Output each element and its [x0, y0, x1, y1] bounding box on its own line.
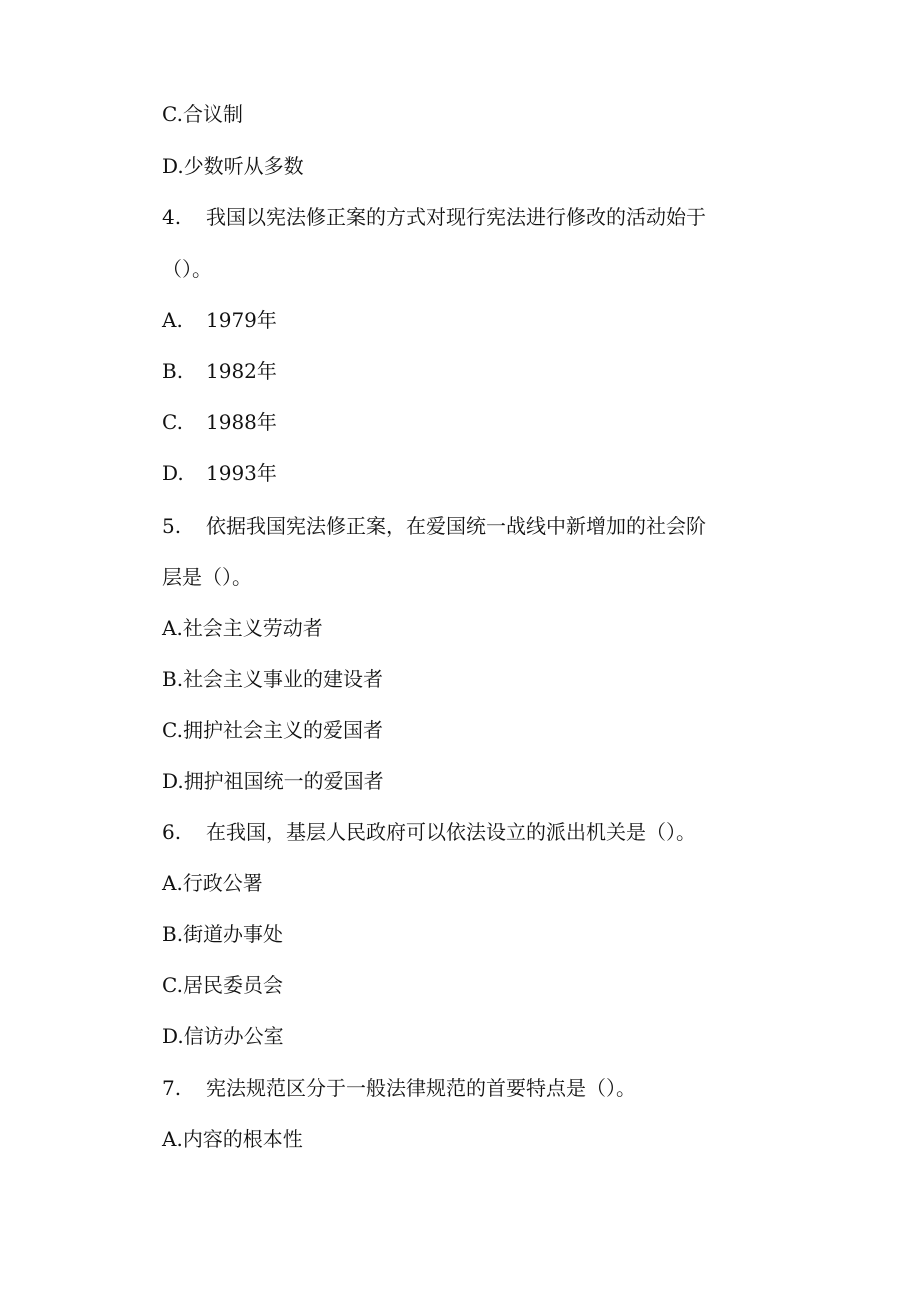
- option-label: D.: [162, 769, 184, 793]
- option-label: C.: [162, 102, 183, 126]
- option-label: B.: [162, 359, 184, 383]
- option-line: [162, 871, 263, 895]
- option-label: D.: [162, 461, 184, 485]
- option-line: [162, 667, 383, 691]
- option-label: B.: [162, 667, 184, 691]
- question-number: 6.: [162, 820, 182, 844]
- option-label: A.: [162, 308, 183, 332]
- option-line: [162, 1024, 284, 1048]
- option-text: 拥护祖国统一的爱国者: [183, 769, 384, 793]
- option-line: [162, 718, 383, 742]
- question-line: [162, 205, 706, 229]
- question-continuation: [162, 257, 212, 281]
- question-text: 我国以宪法修正案的方式对现行宪法进行修改的活动始于: [206, 205, 706, 229]
- question-line: [162, 820, 696, 844]
- option-text: 合议制: [182, 102, 243, 126]
- option-text: 1993年: [206, 461, 277, 485]
- question-text: 依据我国宪法修正案，在爱国统一战线中新增加的社会阶: [206, 514, 706, 538]
- option-label: B.: [162, 922, 184, 946]
- option-line: [162, 769, 384, 793]
- option-text: 1979年: [206, 308, 277, 332]
- option-label: C.: [162, 718, 183, 742]
- option-line: [162, 1127, 303, 1151]
- question-line: [162, 514, 706, 538]
- option-label: D.: [162, 1024, 184, 1048]
- question-continuation: [162, 565, 252, 589]
- question-text: 在我国，基层人民政府可以依法设立的派出机关是（）。: [206, 820, 696, 844]
- option-text: 1982年: [206, 359, 277, 383]
- option-text: 行政公署: [182, 871, 263, 895]
- option-line: [162, 359, 277, 383]
- option-line: [162, 973, 283, 997]
- option-text: 少数听从多数: [183, 154, 304, 178]
- option-label: C.: [162, 410, 183, 434]
- option-text: 内容的根本性: [182, 1127, 303, 1151]
- question-number: 4.: [162, 205, 182, 229]
- option-text: 社会主义事业的建设者: [183, 667, 384, 691]
- question-number: 5.: [162, 514, 182, 538]
- option-label: D.: [162, 154, 184, 178]
- option-label: A.: [162, 616, 183, 640]
- question-number: 7.: [162, 1076, 182, 1100]
- option-line: [162, 308, 277, 332]
- option-text: 拥护社会主义的爱国者: [182, 718, 383, 742]
- question-text: （）。: [162, 257, 212, 281]
- option-text: 社会主义劳动者: [182, 616, 323, 640]
- option-line: [162, 410, 277, 434]
- option-text: 1988年: [206, 410, 277, 434]
- option-text: 居民委员会: [182, 973, 283, 997]
- question-text: 宪法规范区分于一般法律规范的首要特点是（）。: [206, 1076, 636, 1100]
- option-line: [162, 154, 304, 178]
- question-line: [162, 1076, 636, 1100]
- option-line: [162, 616, 323, 640]
- option-line: [162, 922, 283, 946]
- option-label: A.: [162, 871, 183, 895]
- question-text: 层是（）。: [162, 565, 252, 589]
- option-text: 信访办公室: [183, 1024, 284, 1048]
- option-text: 街道办事处: [183, 922, 284, 946]
- option-label: C.: [162, 973, 183, 997]
- option-label: A.: [162, 1127, 183, 1151]
- option-line: [162, 461, 277, 485]
- option-line: [162, 102, 243, 126]
